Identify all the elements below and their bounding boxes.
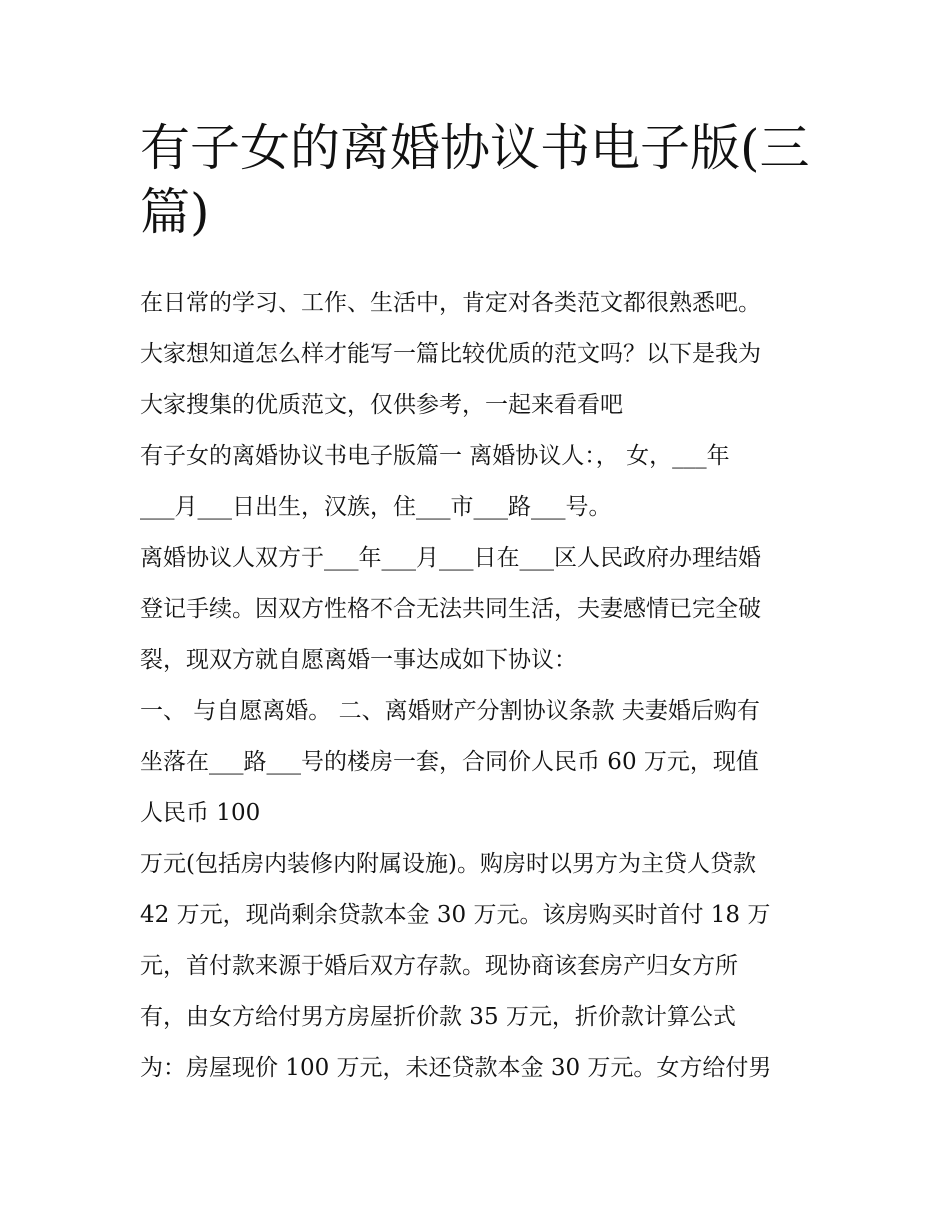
body-line: 有子女的离婚协议书电子版篇一 离婚协议人：， 女，___年 [140, 443, 730, 469]
document-body [140, 278, 830, 1094]
body-line: 大家搜集的优质范文，仅供参考，一起来看看吧 [140, 392, 623, 418]
body-line: 有，由女方给付男方房屋折价款 35 万元，折价款计算公式 [140, 1004, 736, 1030]
body-line: 万元(包括房内装修内附属设施)。购房时以男方为主贷人贷款 [140, 851, 756, 877]
body-line: ___月___日出生，汉族，住___市___路___号。 [140, 494, 612, 520]
title-line-1: 有子女的离婚协议书电子版(三 [140, 119, 810, 177]
body-line: 42 万元，现尚剩余贷款本金 30 万元。该房购买时首付 18 万 [140, 902, 771, 928]
body-line: 坐落在___路___号的楼房一套，合同价人民币 60 万元，现值 [140, 749, 759, 775]
body-line: 一、 与自愿离婚。 二、离婚财产分割协议条款 夫妻婚后购有 [140, 698, 760, 724]
body-line: 元，首付款来源于婚后双方存款。现协商该套房产归女方所 [140, 953, 738, 979]
body-line: 人民币 100 [140, 800, 261, 826]
body-line: 登记手续。因双方性格不合无法共同生活，夫妻感情已完全破 [140, 596, 761, 622]
body-line: 在日常的学习、工作、生活中，肯定对各类范文都很熟悉吧。 [140, 290, 761, 316]
body-line: 大家想知道怎么样才能写一篇比较优质的范文吗？以下是我为 [140, 341, 761, 367]
body-line: 裂，现双方就自愿离婚一事达成如下协议： [140, 647, 577, 673]
body-line: 为：房屋现价 100 万元，未还贷款本金 30 万元。女方给付男 [140, 1055, 772, 1081]
document-title [140, 116, 820, 244]
body-line: 离婚协议人双方于___年___月___日在___区人民政府办理结婚 [140, 545, 761, 571]
title-line-2: 篇) [140, 183, 210, 241]
